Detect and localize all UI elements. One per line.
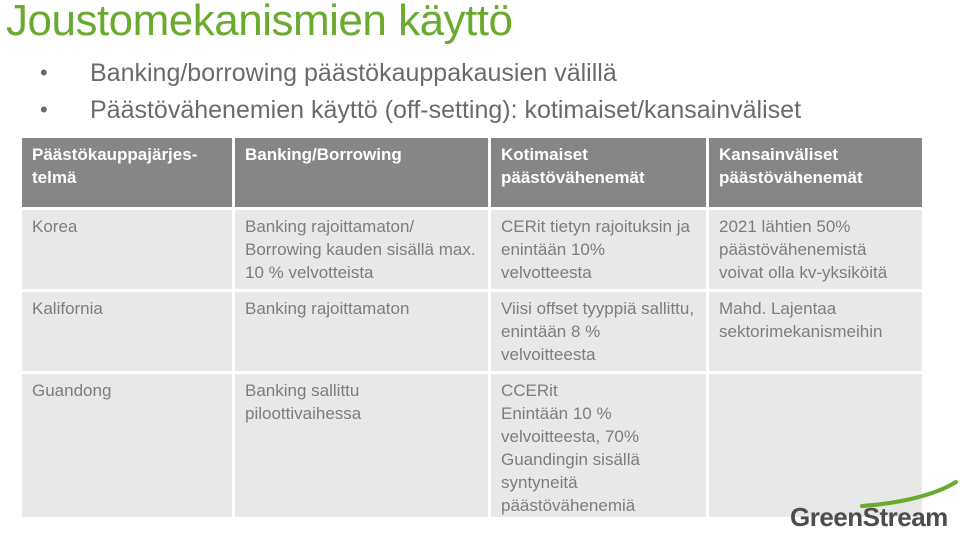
table-cell: 2021 lähtien 50% päästövähenemistä voivat olla kv-yksiköitä	[708, 209, 924, 291]
header-cell-domestic-offsets: Kotimaiset päästövähenemät	[490, 137, 708, 209]
slide-title: Joustomekanismien käyttö	[6, 0, 513, 45]
bullet-dot-icon: •	[40, 97, 48, 122]
bullet-item	[40, 58, 801, 95]
header-cell-international-offsets: Kansainväliset päästövähenemät	[708, 137, 924, 209]
bullet-text: Päästövähenemien käyttö (off-setting): kotimaiset/kansainväliset	[90, 96, 802, 124]
table-cell: Viisi offset tyyppiä sallittu, enintään 8 % velvoitteesta	[490, 291, 708, 373]
table-cell: Korea	[21, 209, 234, 291]
table-cell: Kalifornia	[21, 291, 234, 373]
table-cell: CCERit Enintään 10 % velvoitteesta, 70% Guandingin sisällä syntyneitä päästövähenemiä	[490, 373, 708, 519]
table-row	[21, 209, 924, 291]
bullet-list	[40, 58, 801, 132]
greenstream-logo	[790, 480, 960, 532]
table-row	[21, 373, 924, 519]
table-header-row	[21, 137, 924, 209]
table-cell: Banking rajoittamaton	[234, 291, 490, 373]
table-row	[21, 291, 924, 373]
table-cell: Guandong	[21, 373, 234, 519]
table-cell: Banking rajoittamaton/ Borrowing kauden sisällä max. 10 % velvotteista	[234, 209, 490, 291]
comparison-table	[19, 135, 925, 520]
logo-text: GreenStream	[790, 502, 948, 532]
table-cell: Mahd. Lajentaa sektorimekanismeihin	[708, 291, 924, 373]
header-cell-banking: Banking/Borrowing	[234, 137, 490, 209]
table-cell: CERit tietyn rajoituksin ja enintään 10% velvotteesta	[490, 209, 708, 291]
bullet-text: Banking/borrowing päästökauppakausien välillä	[90, 59, 617, 87]
bullet-item	[40, 95, 801, 132]
table-cell: Banking sallittu piloottivaihessa	[234, 373, 490, 519]
bullet-dot-icon: •	[40, 60, 48, 85]
header-cell-system: Päästökauppajärjes- telmä	[21, 137, 234, 209]
